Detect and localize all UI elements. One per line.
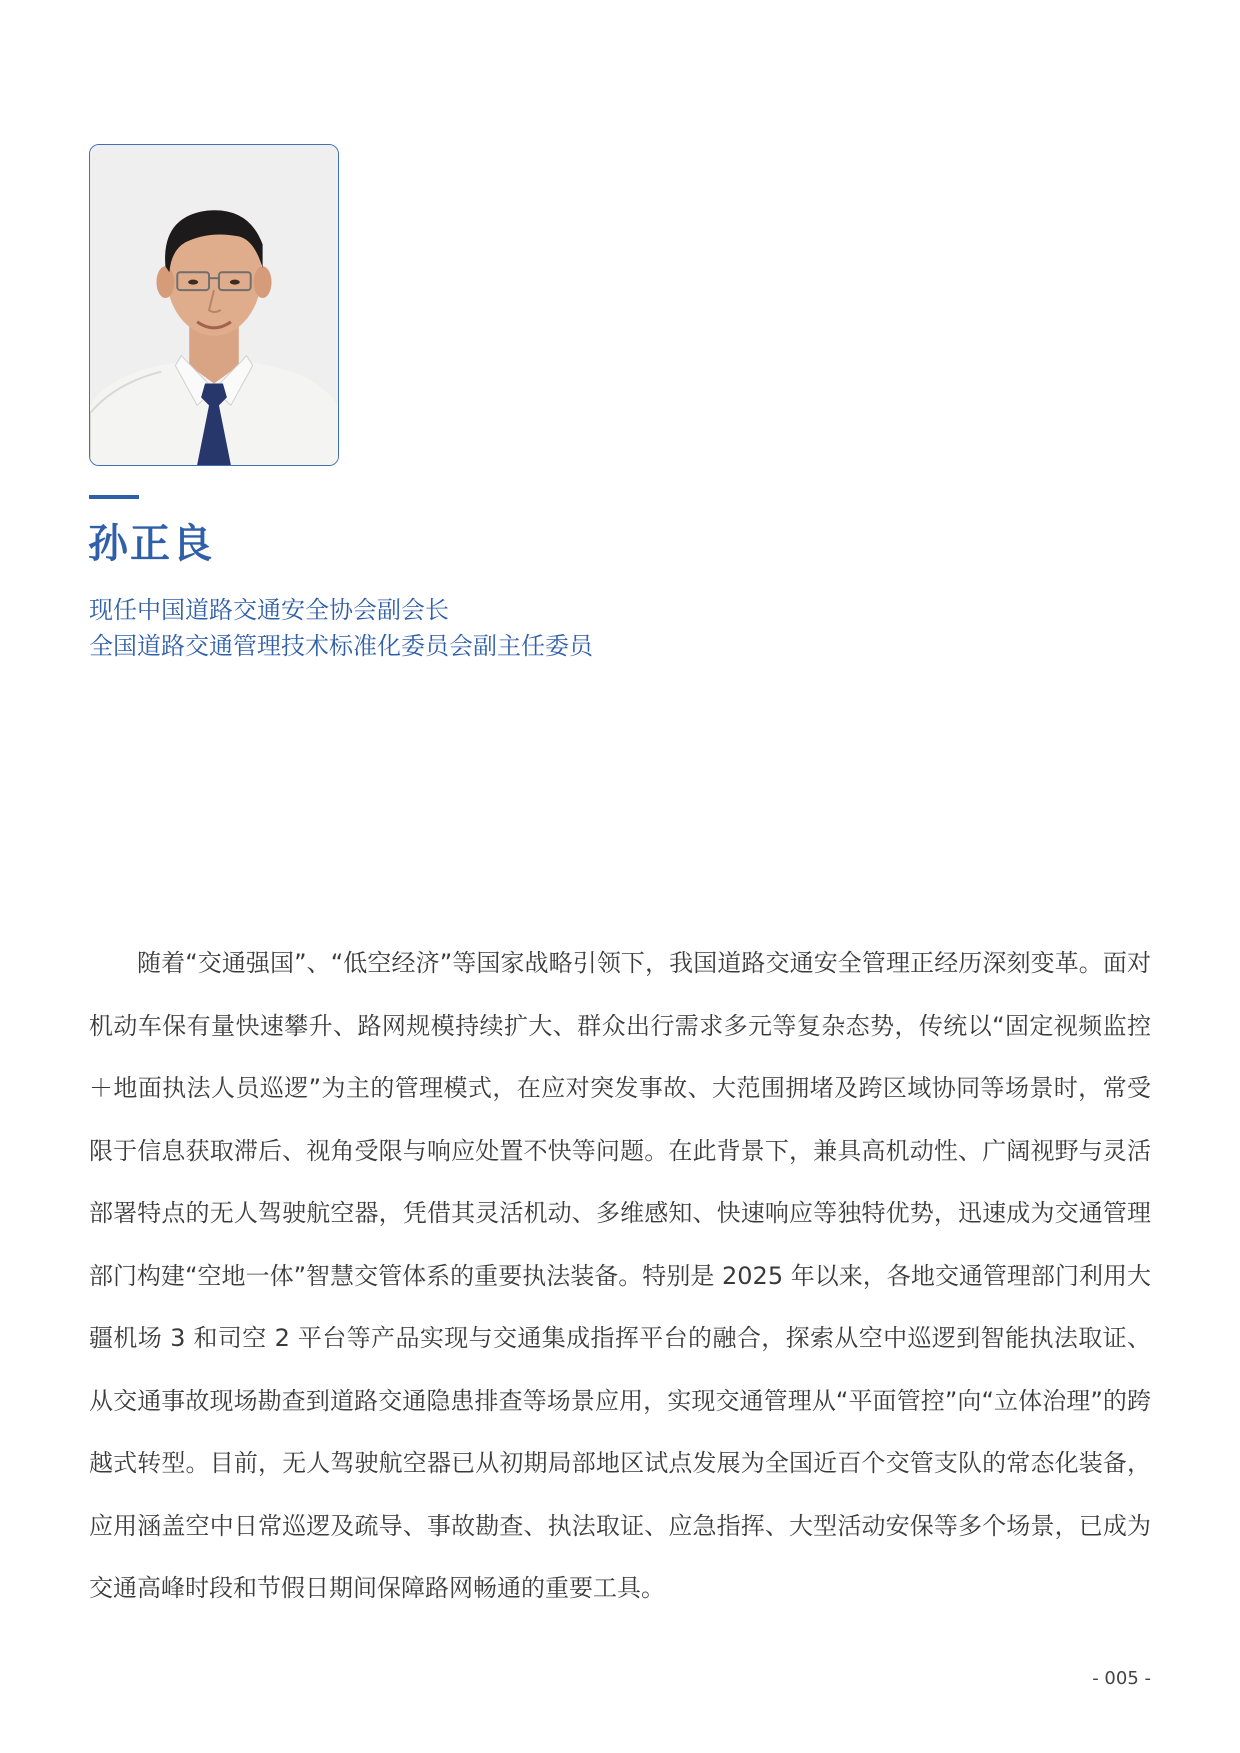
title-line-1: 现任中国道路交通安全协会副会长: [89, 596, 449, 624]
title-line-2: 全国道路交通管理技术标准化委员会副主任委员: [89, 632, 593, 660]
portrait-illustration: [90, 145, 338, 465]
person-titles: [89, 592, 593, 664]
page-number: - 005 -: [1092, 1668, 1151, 1689]
body-paragraph: 随着“交通强国”、“低空经济”等国家战略引领下，我国道路交通安全管理正经历深刻变革。面对机动车保有量快速攀升、路网规模持续扩大、群众出行需求多元等复杂态势，传统以“固定视频监控＋地面执法人员巡逻”为主的管理模式，在应对突发事故、大范围拥堵及跨区域协同等场景时，常受限于信息获取滞后、视角受限与响应处置不快等问题。在此背景下，兼具高机动性、广阔视野与灵活部署特点的无人驾驶航空器，凭借其灵活机动、多维感知、快速响应等独特优势，迅速成为交通管理部门构建“空地一体”智慧交管体系的重要执法装备。特别是 2025 年以来，各地交通管理部门利用大疆机场 3 和司空 2 平台等产品实现与交通集成指挥平台的融合，探索从空中巡逻到智能执法取证、从交通事故现场勘查到道路交通隐患排查等场景应用，实现交通管理从“平面管控”向“立体治理”的跨越式转型。目前，无人驾驶航空器已从初期局部地区试点发展为全国近百个交管支队的常态化装备，应用涵盖空中日常巡逻及疏导、事故勘查、执法取证、应急指挥、大型活动安保等多个场景，已成为交通高峰时段和节假日期间保障路网畅通的重要工具。: [89, 949, 1151, 1602]
person-name: 孙正良: [88, 521, 214, 567]
accent-line: [89, 495, 139, 499]
portrait-photo: [89, 144, 339, 466]
